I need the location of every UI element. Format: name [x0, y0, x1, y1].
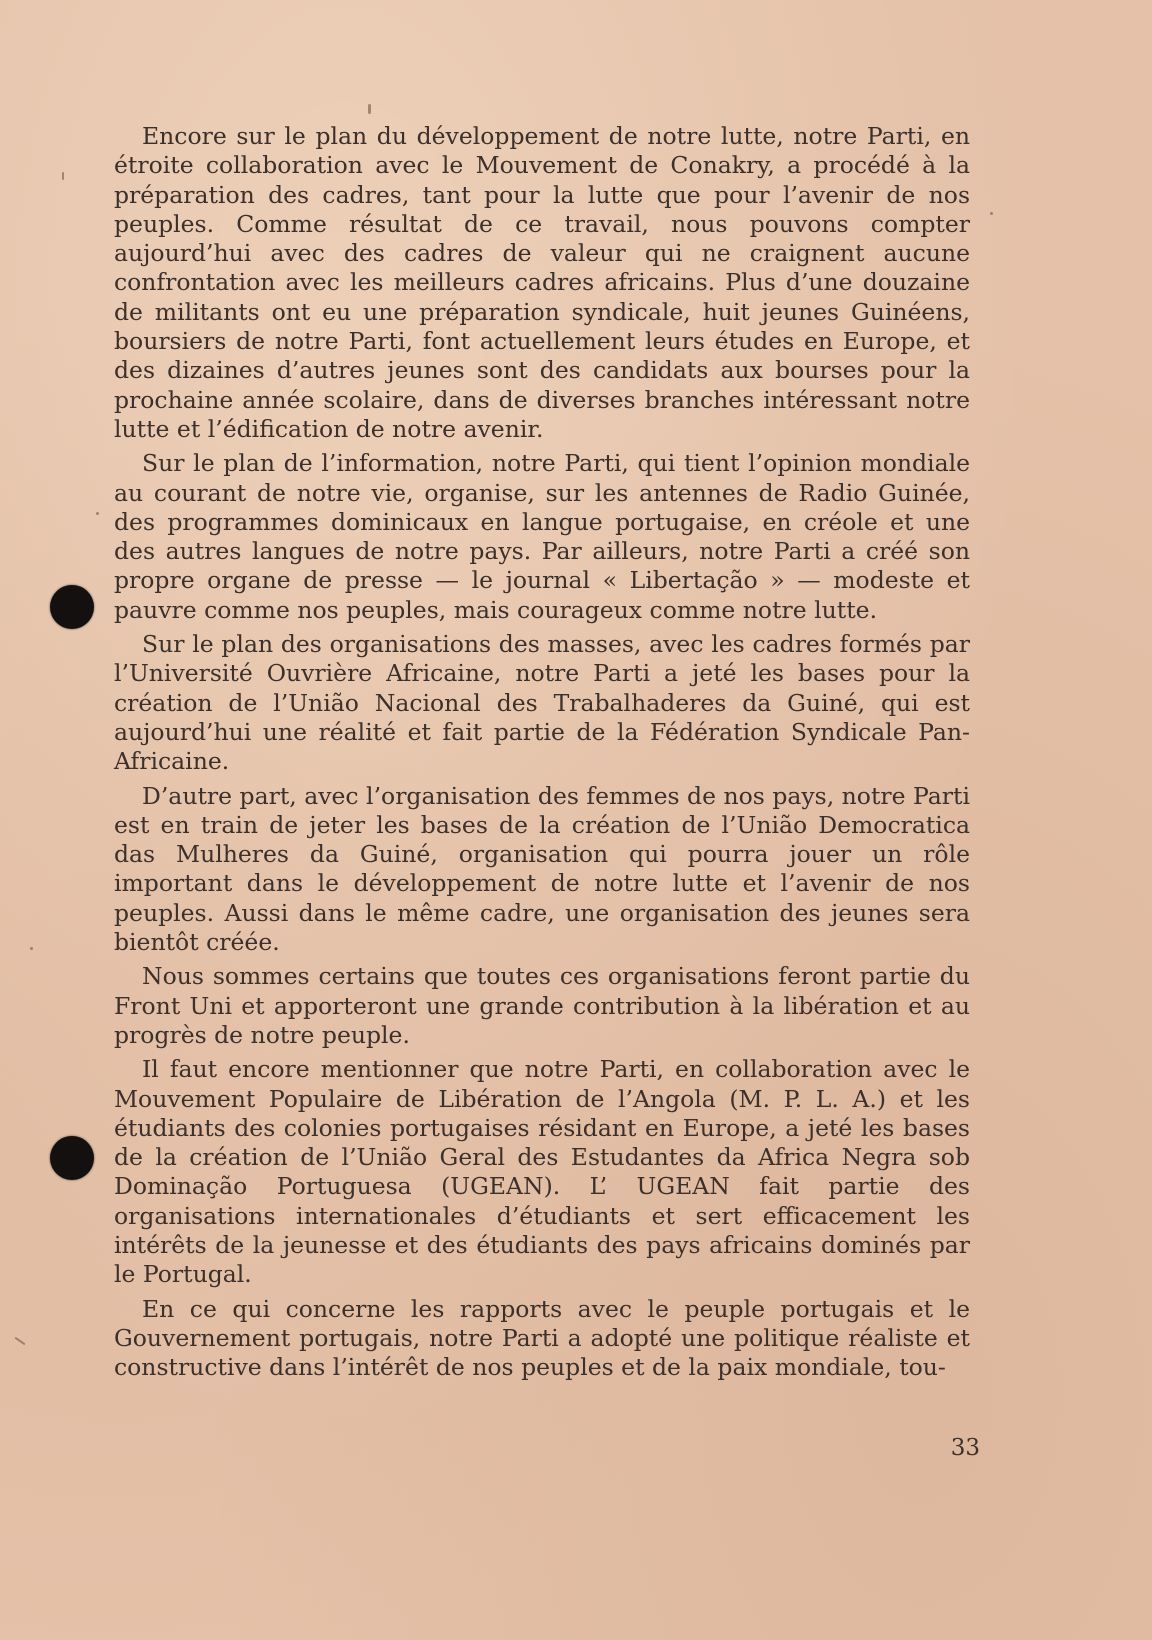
- paragraph-rapports-portugal: En ce qui concerne les rapports avec le peuple portugais et le Gouvernement portugais, notre Parti a adopté une politique réaliste et constructive dans l’intérêt de nos peuples et de la paix mondiale, tou-: [114, 1294, 970, 1382]
- paper-speck: [62, 172, 64, 180]
- paper-speck: [30, 947, 33, 950]
- binder-hole-bottom: [50, 1136, 94, 1180]
- paragraph-front-uni: Nous sommes certains que toutes ces organisations feront partie du Front Uni et apporteront une grande contribution à la libération et au progrès de notre peuple.: [114, 962, 970, 1049]
- paragraph-organisations-masses: Sur le plan des organisations des masses, avec les cadres formés par l’Université Ouvrière Africaine, notre Parti a jeté les bases pour la création de l’União Nacional des Trabalhaderes da Guiné, qui est aujourd’hui une réalité et fait partie de la Fédération Syndicale Pan-Africaine.: [114, 630, 970, 776]
- binder-hole-top: [50, 585, 94, 629]
- paper-speck: [96, 512, 99, 515]
- paragraph-ugean: Il faut encore mentionner que notre Parti, en collaboration avec le Mouvement Populaire de Libération de l’Angola (M. P. L. A.) et les étudiants des colonies portugaises résidant en Europe, a jeté les bases de la création de l’União Geral des Estudantes da Africa Negra sob Dominação Portuguesa (UGEAN). L’ UGEAN fait partie des organisations internationales d’étudiants et sert efficacement les intérêts de la jeunesse et des étudiants des pays africains dominés par le Portugal.: [114, 1055, 970, 1289]
- paragraph-cadres: Encore sur le plan du développement de notre lutte, notre Parti, en étroite collaboration avec le Mouvement de Conakry, a procédé à la préparation des cadres, tant pour la lutte que pour l’avenir de nos peuples. Comme résultat de ce travail, nous pouvons compter aujourd’hui avec des cadres de valeur qui ne craignent aucune confrontation avec les meilleurs cadres africains. Plus d’une douzaine de militants ont eu une préparation syndicale, huit jeunes Guinéens, boursiers de notre Parti, font actuellement leurs études en Europe, et des dizaines d’autres jeunes sont des candidats aux bourses pour la prochaine année scolaire, dans de diverses branches intéressant notre lutte et l’édification de notre avenir.: [114, 122, 970, 443]
- page-number: 33: [950, 1435, 980, 1461]
- paragraph-information: Sur le plan de l’information, notre Parti, qui tient l’opinion mondiale au courant de notre vie, organise, sur les antennes de Radio Guinée, des programmes dominicaux en langue portugaise, en créole et une des autres langues de notre pays. Par ailleurs, notre Parti a créé son propre organe de presse — le journal « Libertação » — modeste et pauvre comme nos peuples, mais courageux comme notre lutte.: [114, 449, 970, 624]
- paper-speck: [990, 212, 993, 215]
- paper-speck: [15, 1337, 26, 1346]
- paragraph-organisation-femmes: D’autre part, avec l’organisation des femmes de nos pays, notre Parti est en train de jeter les bases de la création de l’União Democratica das Mulheres da Guiné, organisation qui pourra jouer un rôle important dans le développement de notre lutte et l’avenir de nos peuples. Aussi dans le même cadre, une organisation des jeunes sera bientôt créée.: [114, 781, 970, 957]
- body-text: [114, 122, 970, 1387]
- paper-speck: [368, 104, 371, 114]
